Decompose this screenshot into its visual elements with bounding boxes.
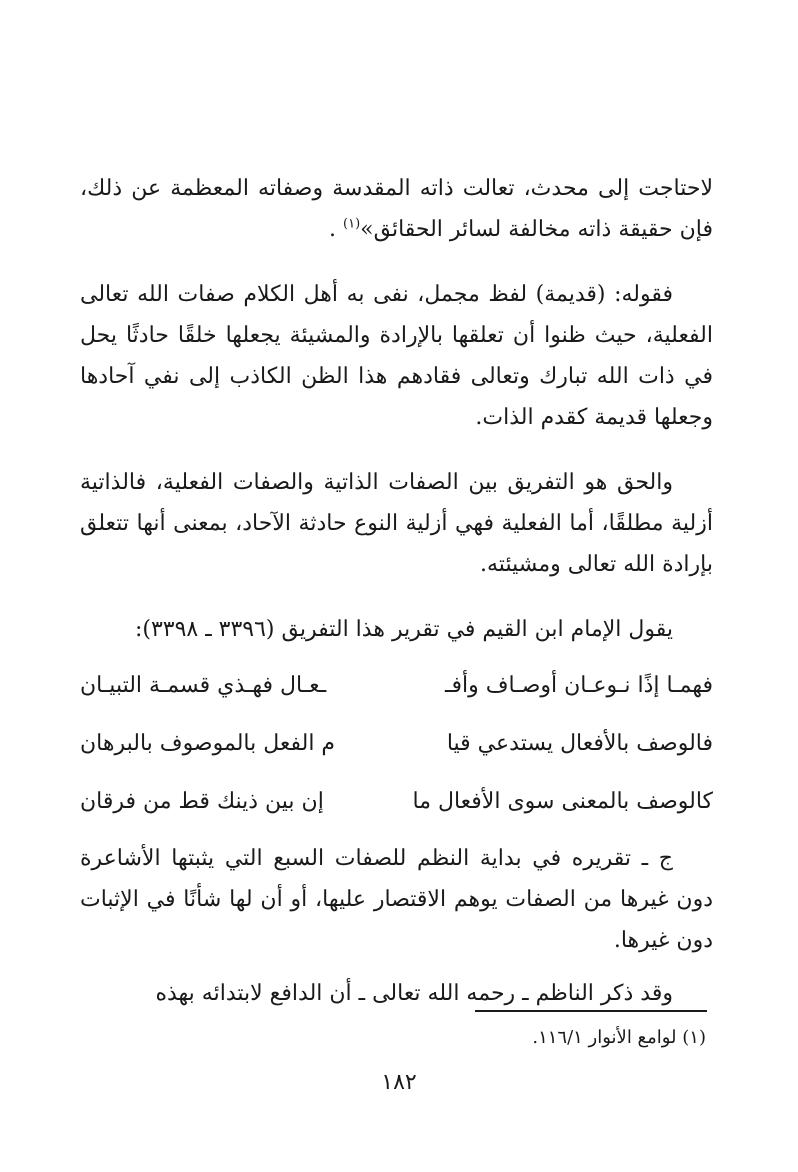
main-text xyxy=(80,168,713,1014)
poem xyxy=(80,656,713,830)
footnote-divider xyxy=(475,1010,707,1012)
verse-second-hemistich: إن بين ذينك قط من فرقان xyxy=(80,788,324,814)
paragraph-3: والحق هو التفريق بين الصفات الذاتية والصفات الفعلية، فالذاتية أزلية مطلقًا، أما الفعلية فهي أزلية النوع حادثة الآحاد، بمعنى أنها تتعلق بإرادة الله تعالى ومشيئته. xyxy=(80,470,713,577)
paragraph-6: وقد ذكر الناظم ـ رحمه الله تعالى ـ أن الدافع لابتدائه بهذه xyxy=(155,981,673,1006)
verse-line xyxy=(80,656,713,714)
paragraph-4: يقول الإمام ابن القيم في تقرير هذا التفريق (٣٣٩٦ ـ ٣٣٩٨): xyxy=(134,617,673,642)
verse-first-hemistich: كالوصف بالمعنى سوى الأفعال ما xyxy=(412,788,713,814)
footnote-reference[interactable]: (١) xyxy=(343,216,361,232)
paragraph-1-text: لاحتاجت إلى محدث، تعالت ذاته المقدسة وصفاته المعظمة عن ذلك، فإن حقيقة ذاته مخالفة لسائر الحقائق» xyxy=(80,176,713,242)
paragraph-2: فقوله: (قديمة) لفظ مجمل، نفى به أهل الكلام صفات الله تعالى الفعلية، حيث ظنوا أن تعلقها بالإرادة والمشيئة يجعلها خلقًا حادثًا يحل في ذات الله تبارك وتعالى فقادهم هذا الظن الكاذب إلى نفي آحادها وجعلها قديمة كقدم الذات. xyxy=(80,282,713,430)
verse-second-hemistich: ـعـال فهـذي قسمـة التبيـان xyxy=(80,672,327,698)
verse-second-hemistich: م الفعل بالموصوف بالبرهان xyxy=(80,730,336,756)
paragraph-1-end: . xyxy=(329,217,336,242)
verse-first-hemistich: فهمـا إذًا نـوعـان أوصـاف وأفـ xyxy=(445,672,713,698)
verse-first-hemistich: فالوصف بالأفعال يستدعي قيا xyxy=(446,730,713,756)
verse-line xyxy=(80,714,713,772)
page-number: ١٨٢ xyxy=(381,1070,417,1095)
footnote: (١) لوامع الأنوار ١١٦/١. xyxy=(532,1027,706,1048)
paragraph-1 xyxy=(80,168,713,250)
paragraph-5: ج ـ تقريره في بداية النظم للصفات السبع التي يثبتها الأشاعرة دون غيرها من الصفات يوهم الاقتصار عليها، أو أن لها شأنًا في الإثبات دون غيرها. xyxy=(80,846,713,953)
verse-line xyxy=(80,772,713,830)
